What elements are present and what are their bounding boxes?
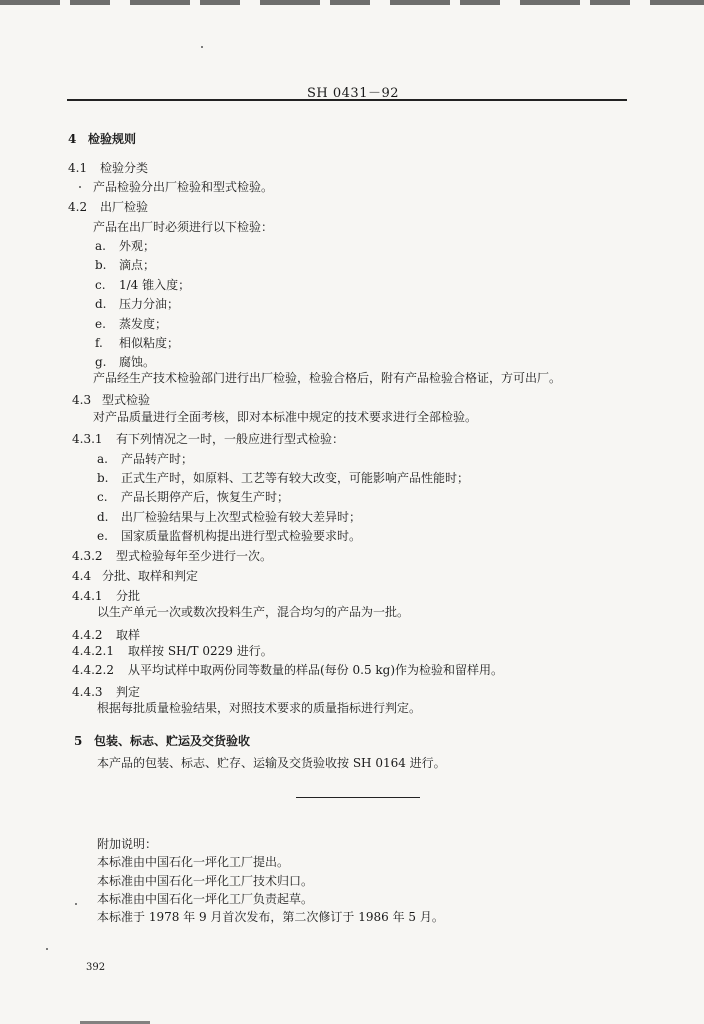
subsection-heading: 4.2 出厂检验 (68, 200, 149, 214)
subsection-heading: 4.4.2 取样 (72, 628, 141, 642)
paragraph: 产品经生产技术检验部门进行出厂检验，检验合格后，附有产品检验合格证，方可出厂。 (93, 371, 562, 385)
list-item: g. 腐蚀。 (95, 355, 156, 369)
section-heading: 4 检验规则 (68, 132, 137, 146)
subsection-heading: 4.3.1 有下列情况之一时，一般应进行型式检验： (72, 432, 345, 446)
subsection-heading: 4.3 型式检验 (72, 393, 151, 407)
list-item: f. 相似粘度； (95, 336, 180, 350)
list-item: b. 正式生产时，如原料、工艺等有较大改变，可能影响产品性能时； (97, 471, 470, 485)
paragraph: 产品检验分出厂检验和型式检验。 (93, 180, 274, 194)
scan-speck (46, 948, 48, 950)
notes-title: 附加说明： (97, 837, 158, 851)
list-item: b. 滴点； (95, 258, 156, 272)
list-item: c. 产品长期停产后，恢复生产时； (97, 490, 290, 504)
document-code: SH 0431－92 (307, 86, 400, 101)
paragraph: 产品在出厂时必须进行以下检验： (93, 220, 274, 234)
paragraph: 本产品的包装、标志、贮存、运输及交货验收按 SH 0164 进行。 (97, 756, 446, 770)
note-item: 本标准由中国石化一坪化工厂技术归口。 (97, 874, 314, 888)
list-item: e. 国家质量监督机构提出进行型式检验要求时。 (97, 529, 362, 543)
paragraph: 以生产单元一次或数次投料生产，混合均匀的产品为一批。 (97, 605, 410, 619)
subsection-heading: 4.4.2.2 从平均试样中取两份同等数量的样品(每份 0.5 kg)作为检验和留样用。 (72, 663, 504, 677)
subsection-heading: 4.4.1 分批 (72, 589, 141, 603)
subsection-heading: 4.3.2 型式检验每年至少进行一次。 (72, 549, 273, 563)
subsection-heading: 4.4.3 判定 (72, 685, 141, 699)
list-item: a. 产品转产时； (97, 452, 194, 466)
note-item: 本标准由中国石化一坪化工厂负责起草。 (97, 892, 314, 906)
list-item: d. 压力分油； (95, 297, 180, 311)
section-heading: 5 包装、标志、贮运及交货验收 (74, 734, 251, 748)
page-number: 392 (86, 962, 106, 973)
header-rule (67, 99, 627, 101)
scan-speck (201, 46, 203, 48)
paragraph: 对产品质量进行全面考核，即对本标准中规定的技术要求进行全部检验。 (93, 410, 478, 424)
note-item: 本标准于 1978 年 9 月首次发布，第二次修订于 1986 年 5 月。 (97, 910, 444, 924)
subsection-heading: 4.1 检验分类 (68, 161, 149, 175)
subsection-heading: 4.4.2.1 取样按 SH/T 0229 进行。 (72, 644, 273, 658)
list-item: d. 出厂检验结果与上次型式检验有较大差异时； (97, 510, 362, 524)
list-item: e. 蒸发度； (95, 317, 168, 331)
scan-top-edge (0, 0, 704, 5)
scan-speck (79, 186, 81, 188)
subsection-heading: 4.4 分批、取样和判定 (72, 569, 199, 583)
note-item: 本标准由中国石化一坪化工厂提出。 (97, 855, 290, 869)
scan-speck (75, 903, 77, 905)
list-item: c. 1/4 锥入度； (95, 278, 191, 292)
list-item: a. 外观； (95, 239, 156, 253)
section-divider (296, 797, 420, 798)
paragraph: 根据每批质量检验结果，对照技术要求的质量指标进行判定。 (97, 701, 422, 715)
